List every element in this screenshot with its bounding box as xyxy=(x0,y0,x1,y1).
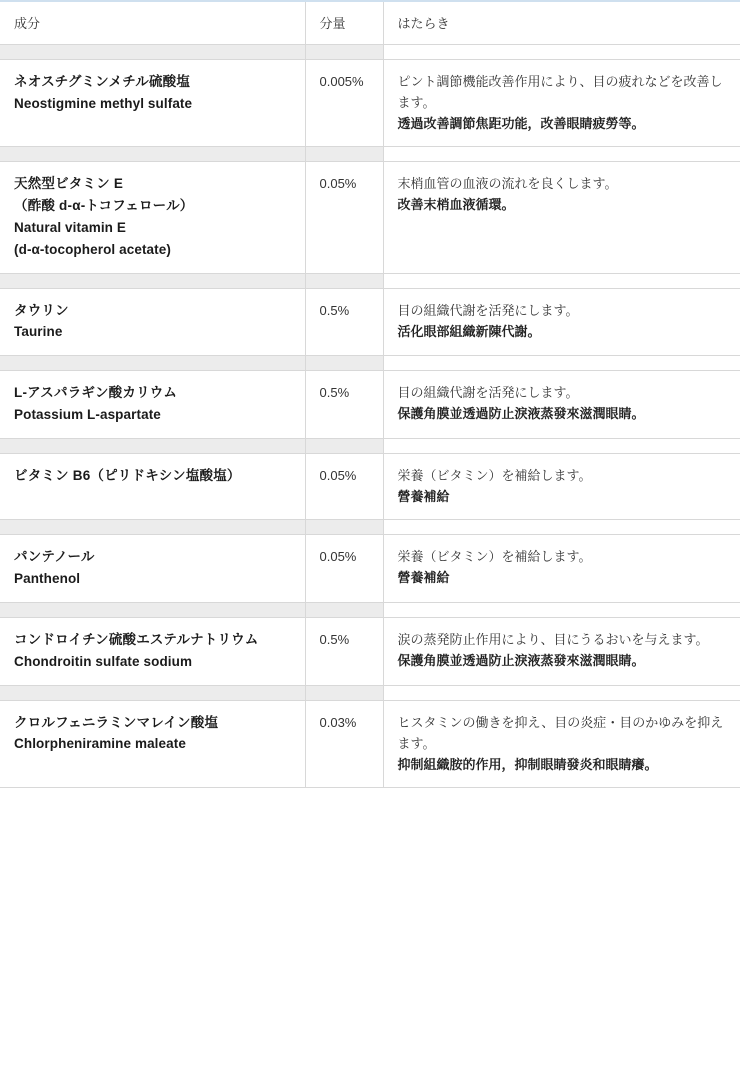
ingredient-name-en: Chondroitin sulfate sodium xyxy=(14,653,193,669)
ingredient-name xyxy=(0,371,305,439)
ingredient-name-jp-2: （酢酸 d-α-トコフェロール） xyxy=(14,198,194,213)
row-separator xyxy=(0,520,740,535)
separator-cell xyxy=(0,45,305,60)
effect-text-jp: 目の組織代謝を活発にします。 xyxy=(397,385,579,401)
row-separator xyxy=(0,685,740,700)
separator-cell xyxy=(383,147,740,162)
table-row xyxy=(0,162,740,273)
table-head xyxy=(0,2,740,45)
header-amount: 分量 xyxy=(305,2,383,45)
separator-cell xyxy=(305,602,383,617)
table-row xyxy=(0,371,740,439)
table-row xyxy=(0,454,740,520)
effect-text-jp: 栄養（ビタミン）を補給します。 xyxy=(397,549,592,565)
separator-cell xyxy=(0,273,305,288)
effect-text-zh: 營養補給 xyxy=(397,570,450,586)
separator-cell xyxy=(383,439,740,454)
effect-text-zh: 改善末梢血液循環。 xyxy=(397,197,515,213)
ingredient-effect xyxy=(383,535,740,603)
row-separator xyxy=(0,602,740,617)
ingredient-name-jp: コンドロイチン硫酸エステルナトリウム xyxy=(14,631,259,647)
ingredient-name-jp: ネオスチグミンメチル硫酸塩 xyxy=(14,74,191,89)
ingredient-name-en: Neostigmine methyl sulfate xyxy=(14,95,193,111)
header-effect: はたらき xyxy=(383,2,740,45)
separator-cell xyxy=(305,273,383,288)
separator-cell xyxy=(305,147,383,162)
effect-text-zh: 抑制組織胺的作用，抑制眼睛發炎和眼睛癢。 xyxy=(397,756,658,772)
effect-text-jp: ピント調節機能改善作用により、目の疲れなどを改善します。 xyxy=(397,74,723,111)
effect-text-jp: 目の組織代謝を活発にします。 xyxy=(397,302,579,318)
table-row xyxy=(0,700,740,787)
separator-cell xyxy=(305,520,383,535)
ingredient-name-jp: タウリン xyxy=(14,302,69,318)
ingredients-table xyxy=(0,2,740,788)
separator-cell xyxy=(383,45,740,60)
ingredient-name-jp: 天然型ビタミン E xyxy=(14,176,124,192)
effect-text-zh: 保護角膜並透過防止淚液蒸發來滋潤眼睛。 xyxy=(397,406,645,422)
ingredient-amount: 0.005% xyxy=(305,60,383,147)
ingredient-amount: 0.5% xyxy=(305,371,383,439)
table-header-row xyxy=(0,2,740,45)
ingredient-name-jp: L-アスパラギン酸カリウム xyxy=(14,385,178,401)
separator-cell xyxy=(0,439,305,454)
ingredient-name-en-2: (d-α-tocopherol acetate) xyxy=(14,241,171,257)
ingredient-effect xyxy=(383,454,740,520)
separator-cell xyxy=(0,147,305,162)
separator-cell xyxy=(305,356,383,371)
ingredient-name xyxy=(0,288,305,356)
effect-text-zh: 活化眼部組織新陳代謝。 xyxy=(397,323,541,339)
ingredient-amount: 0.05% xyxy=(305,162,383,273)
separator-cell xyxy=(383,685,740,700)
row-separator xyxy=(0,439,740,454)
ingredient-name xyxy=(0,454,305,520)
row-separator xyxy=(0,147,740,162)
separator-cell xyxy=(383,520,740,535)
ingredient-amount: 0.5% xyxy=(305,288,383,356)
separator-cell xyxy=(383,602,740,617)
ingredient-name-en: Taurine xyxy=(14,324,63,340)
ingredient-effect xyxy=(383,371,740,439)
ingredient-name xyxy=(0,700,305,787)
ingredient-name-en: Panthenol xyxy=(14,570,81,586)
separator-cell xyxy=(383,273,740,288)
ingredient-name-en: Natural vitamin E xyxy=(14,219,126,235)
table-row xyxy=(0,288,740,356)
ingredient-name-en: Chlorpheniramine maleate xyxy=(14,736,186,752)
ingredient-amount: 0.05% xyxy=(305,535,383,603)
ingredient-amount: 0.03% xyxy=(305,700,383,787)
separator-cell xyxy=(305,685,383,700)
separator-cell xyxy=(383,356,740,371)
effect-text-jp: 涙の蒸発防止作用により、目にうるおいを与えます。 xyxy=(397,631,709,647)
ingredient-name xyxy=(0,60,305,147)
ingredient-effect xyxy=(383,60,740,147)
ingredient-name xyxy=(0,617,305,685)
separator-cell xyxy=(305,439,383,454)
row-separator xyxy=(0,356,740,371)
row-separator xyxy=(0,273,740,288)
header-ingredient: 成分 xyxy=(0,2,305,45)
ingredient-name xyxy=(0,162,305,273)
row-separator xyxy=(0,45,740,60)
effect-text-zh: 透過改善調節焦距功能，改善眼睛疲勞等。 xyxy=(397,116,645,132)
ingredient-name-jp: クロルフェニラミンマレイン酸塩 xyxy=(14,714,219,730)
ingredient-effect xyxy=(383,700,740,787)
effect-text-zh: 保護角膜並透過防止淚液蒸發來滋潤眼睛。 xyxy=(397,652,645,668)
table-body xyxy=(0,45,740,788)
ingredient-effect xyxy=(383,162,740,273)
ingredient-amount: 0.05% xyxy=(305,454,383,520)
separator-cell xyxy=(0,520,305,535)
ingredient-name-jp: ビタミン B6（ピリドキシン塩酸塩） xyxy=(14,468,241,484)
ingredient-name-en: Potassium L-aspartate xyxy=(14,407,161,423)
table-row xyxy=(0,535,740,603)
separator-cell xyxy=(305,45,383,60)
table-row xyxy=(0,60,740,147)
table-row xyxy=(0,617,740,685)
effect-text-jp: ヒスタミンの働きを抑え、目の炎症・目のかゆみを抑えます。 xyxy=(397,714,724,751)
effect-text-jp: 末梢血管の血液の流れを良くします。 xyxy=(397,176,618,192)
ingredient-name-jp: パンテノール xyxy=(14,549,95,565)
separator-cell xyxy=(0,602,305,617)
ingredient-amount: 0.5% xyxy=(305,617,383,685)
ingredient-effect xyxy=(383,288,740,356)
effect-text-zh: 營養補給 xyxy=(397,489,450,505)
effect-text-jp: 栄養（ビタミン）を補給します。 xyxy=(397,468,592,484)
ingredient-name xyxy=(0,535,305,603)
separator-cell xyxy=(0,685,305,700)
ingredient-effect xyxy=(383,617,740,685)
separator-cell xyxy=(0,356,305,371)
